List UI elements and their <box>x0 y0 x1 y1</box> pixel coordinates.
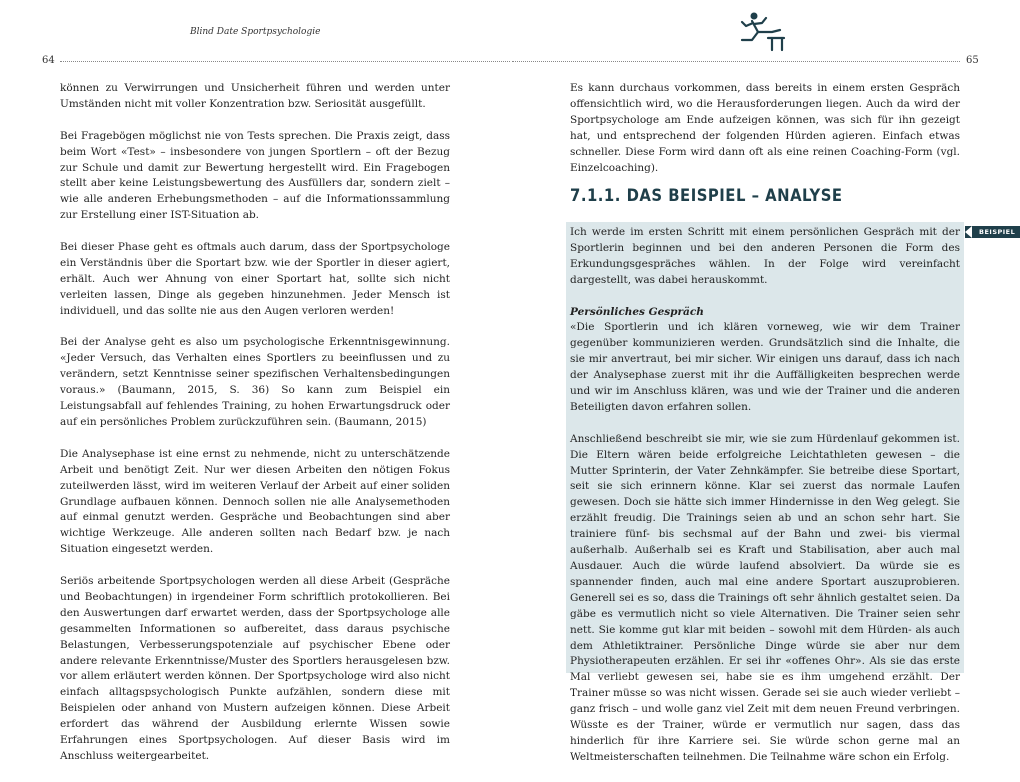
header-rule-right <box>512 61 960 62</box>
left-paragraph: Die Analysephase ist eine ernst zu nehmende, nicht zu unterschätzende Arbeit und benötigt Zeit. Nur wer diesen Arbeiten den nötigen Fokus zuteilwerden lässt, wird im weiteren Verlauf der Arbeit auf einer soliden Grundlage aufbauen können. Dennoch sollen nie alle Analysemethoden auf einmal genutzt werden. Gespräche und Beobachtungen sind aber wichtige Werkzeuge. Alle anderen sollten nach Bedarf bzw. je nach Situation eingesetzt werden. <box>60 447 450 556</box>
box-paragraph: Anschließend beschreibt sie mir, wie sie zum Hürdenlauf gekommen ist. Die Eltern wären beide erfolgreiche Leichtathleten gewesen – die Mutter Sprinterin, der Vater Zehnkämpfer. Sie betreibe diese Sportart, seit sie sich erinnern könne. Klar sei zuerst das normale Laufen gewesen. Doch sie hätte sich immer Hindernisse in den Weg gelegt. Sie erzählt freudig. Die Trainings seien ab und an schon sehr hart. Sie trainiere fünf- bis sechsmal auf der Bahn und zwei- bis viermal außerhalb. Außerhalb sei es Kraft und Stabilisation, aber auch mal Ausdauer. Auch die würde laufend absolviert. Da würde sie es spannender finden, auch mal eine andere Sportart auszuprobieren. Generell sei es so, dass die Trainings oft sehr ähnlich gestaltet seien. Da gäbe es vermutlich nicht so viele Alternativen. Die Trainer seien sehr nett. Sie komme gut klar mit beiden – sowohl mit dem Hürden- als auch dem Athletiktrainer. Persönliche Dinge würde sie aber nur dem Physiotherapeuten erzählen. Er sei ihr «offenes Ohr». Als sie das erste Mal verliebt gewesen sei, habe sie es ihm umgehend erzählt. Der Trainer müsse so was nicht wissen. Gerade sei sie auch wieder verliebt – ganz frisch – und wolle ganz viel Zeit mit dem neuen Freund verbringen. Wüsste es der Trainer, würde er vermutlich nur sagen, dass das hinderlich für ihre Karriere sei. Sie würde schon gerne mal an Weltmeisterschaften teilnehmen. Die Teilnahme wäre schon ein Erfolg. <box>570 432 960 763</box>
page-number-right: 65 <box>966 55 979 66</box>
runner-icon <box>732 10 790 54</box>
left-paragraph: Bei dieser Phase geht es oftmals auch darum, dass der Sportpsychologe ein Verständnis über die Sportart bzw. wie der Sportler in dieser agiert, erhält. Auch wer Ahnung von einer Sportart hat, sollte sich nicht verleiten lassen, Dinge als gegeben hinzunehmen. Jeder Mensch ist individuell, und das sollte nie aus den Augen verloren werden! <box>60 241 450 317</box>
page-number-left: 64 <box>42 55 55 66</box>
left-paragraph: Seriös arbeitende Sportpsychologen werden all diese Arbeit (Gespräche und Beobachtungen) in irgendeiner Form schriftlich protokollieren. Bei den Auswertungen darf erwartet werden, dass der Sportpsychologe alle gesammelten Informationen so aufbereitet, dass daraus psychische Belastungen, Verbesserungspotenziale auf psychischer Ebene oder andere relevante Erkenntnisse/Muster des Sportlers herausgelesen bzw. vor allem erläutert werden können. Der Sportpsychologe wird also nicht einfach alltagspsychologisch Punkte aufzählen, sondern diese mit Beispielen oder anhand von Mustern aufzeigen können. Diese Arbeit erfordert das während der Ausbildung erlernte Wissen sowie Erfahrungen eines Sportpsychologen. Auf dieser Basis wird im Anschluss weitergearbeitet. <box>60 575 450 762</box>
left-paragraph: Bei der Analyse geht es also um psychologische Erkenntnisgewinnung. «Jeder Versuch, das Verhalten eines Sportlers zu beeinflussen und zu verändern, setzt Kenntnisse seiner spezifischen Verhaltensbedingungen voraus.» (Baumann, 2015, S. 36) So kann zum Beispiel ein Leistungsabfall auf fehlendes Training, zu hohen Erwartungsdruck oder auf ein persönliches Problem zurückzuführen sein. (Baumann, 2015) <box>60 336 450 428</box>
section-heading: 7.1.1. DAS BEISPIEL – ANALYSE <box>570 186 843 205</box>
tag-arrow-icon <box>965 226 972 238</box>
right-intro-paragraph: Es kann durchaus vorkommen, dass bereits in einem ersten Gespräch offensichtlich wird, wo die Herausforderungen liegen. Auch da wird der Sportpsychologe am Ende aufzeigen können, was sich für ihn gezeigt hat, und entsprechend der folgenden Hürden agieren. Einfach etwas schneller. Diese Form wird dann oft als eine reinen Coaching-Form (vgl. Einzelcoaching). <box>570 82 960 174</box>
left-column <box>60 81 450 781</box>
header-title: Blind Date Sportpsychologie <box>190 27 321 37</box>
left-paragraph: können zu Verwirrungen und Unsicherheit führen und werden unter Umständen nicht mit voller Konzentration bzw. Seriosität ausgefüllt. <box>60 82 450 110</box>
example-box-text <box>570 225 960 782</box>
header-rule-left <box>60 61 510 62</box>
box-paragraph: «Die Sportlerin und ich klären vorneweg, wie wir dem Trainer gegenüber kommunizieren werden. Grundsätzlich sind die Inhalte, die sie mir anvertraut, bei mir sicher. Wir einigen uns darauf, dass ich nach der Analysephase zuerst mit ihr die Auffälligkeiten besprechen werde und wir im Anschluss klären, was und wie der Trainer und die anderen Beteiligten davon erfahren sollen. <box>570 321 960 413</box>
left-paragraph: Bei Fragebögen möglichst nie von Tests sprechen. Die Praxis zeigt, dass beim Wort «Test» – insbesondere von jungen Sportlern – oft der Bezug zur Schule und damit zur Bewertung hergestellt wird. Ein Fragebogen stellt aber keine Leistungsbewertung des Ausfüllers dar, sondern zielt – wie alle anderen Erhebungsmethoden – auf die Informationssammlung zur Erstellung einer IST-Situation ab. <box>60 129 450 222</box>
example-tag: BEISPIEL <box>965 226 1020 238</box>
box-subheading: Persönliches Gespräch <box>570 305 704 318</box>
right-column-intro <box>570 81 960 192</box>
box-intro-paragraph: Ich werde im ersten Schritt mit einem persönlichen Gespräch mit der Sportlerin beginnen und bei den anderen Personen die Form des Erkundungsgespräches wählen. In der Folge wird vereinfacht dargestellt, was dabei herauskommt. <box>570 226 960 286</box>
